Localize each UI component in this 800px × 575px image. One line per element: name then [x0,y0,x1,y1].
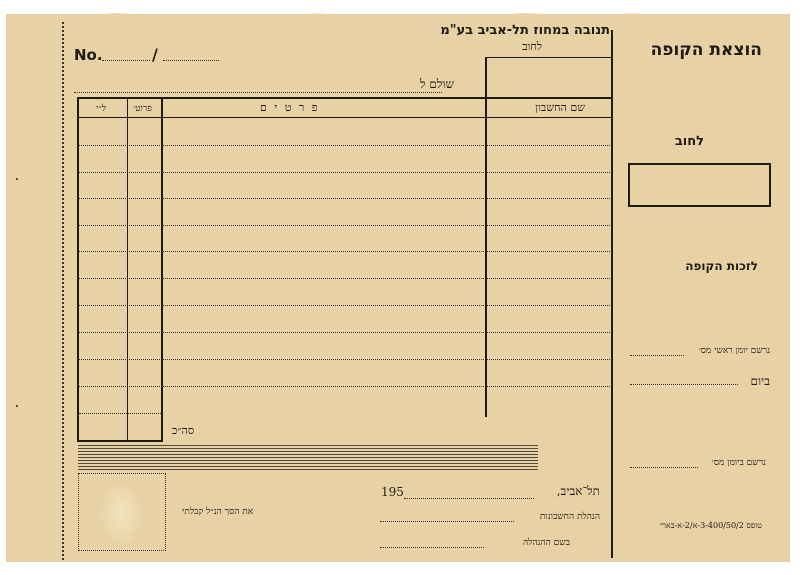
management-signature-field[interactable] [380,547,484,548]
col-header-breakdown: פרוט׳ [133,104,152,114]
form-number-label: No. [74,46,103,64]
stub-journal-main-field[interactable] [630,355,684,356]
form-serial-field[interactable] [163,60,219,61]
stub-debit-label: לחוב [674,134,704,149]
stub-divider [611,30,613,558]
date-field[interactable] [404,498,534,499]
perforation-line [62,22,64,560]
table-row[interactable] [79,359,610,360]
debit-rule [486,57,612,58]
table-row[interactable] [79,305,610,306]
table-header-rule [77,117,612,118]
col-header-pounds: ל״י [96,104,106,114]
stub-day-label: ביום [750,374,770,388]
table-row[interactable] [79,172,610,173]
received-text: את הסך הנ״ל קבלתי [182,507,254,517]
form-number-separator: / [152,45,158,64]
form-code: טופס 3-400/50/2-א/2-א-בארי [659,521,762,530]
table-row[interactable] [79,278,610,279]
table-row[interactable] [79,225,610,226]
year-prefix: 195 [381,485,404,499]
col-header-account-name: שם החשבון [535,101,585,114]
table-top-rule [77,97,612,99]
stub-credit-label: לזכות הקופה [685,259,758,273]
binding-hole-mark [16,405,18,407]
stub-journal-reg-field[interactable] [630,467,698,468]
stub-journal-reg-label: נרשם ביומן מס׳ [711,458,766,468]
binding-hole-mark [16,178,18,180]
table-row[interactable] [79,145,610,146]
stub-debit-box[interactable] [628,163,771,207]
debit-header: לחוב [522,40,542,53]
city-date-label: תל־אביב, [556,484,600,498]
table-left-border [77,97,79,442]
stub-title: הוצאת הקופה [650,40,762,60]
stub-journal-main-label: נרשם יומן ראשי מס׳ [698,346,770,356]
col-divider-pounds [127,97,128,442]
col-divider-breakdown [161,97,163,442]
total-label: סה״כ [172,424,195,437]
form-number-field[interactable] [102,60,150,61]
table-row[interactable] [79,198,610,199]
col-header-details: פ ר ט י ם [260,101,320,114]
stub-day-field[interactable] [630,384,738,385]
table-row[interactable] [79,332,610,333]
paid-to-field[interactable] [74,92,442,93]
organization-name: תנובה במחוז תל-אביב בע"מ [440,23,610,38]
hatched-band [78,445,538,470]
paper-crease [100,486,142,546]
accounting-mgmt-label: הנהלת החשבונות [539,512,600,522]
table-bottom-rule [77,440,163,442]
table-row[interactable] [79,251,610,252]
accounting-signature-field[interactable] [380,521,514,522]
debit-box-left [485,57,487,97]
paid-to-label: שולם ל [419,77,454,91]
table-row[interactable] [79,386,610,387]
table-row[interactable] [79,413,163,414]
management-label: בשם ההנהלה [522,538,570,548]
